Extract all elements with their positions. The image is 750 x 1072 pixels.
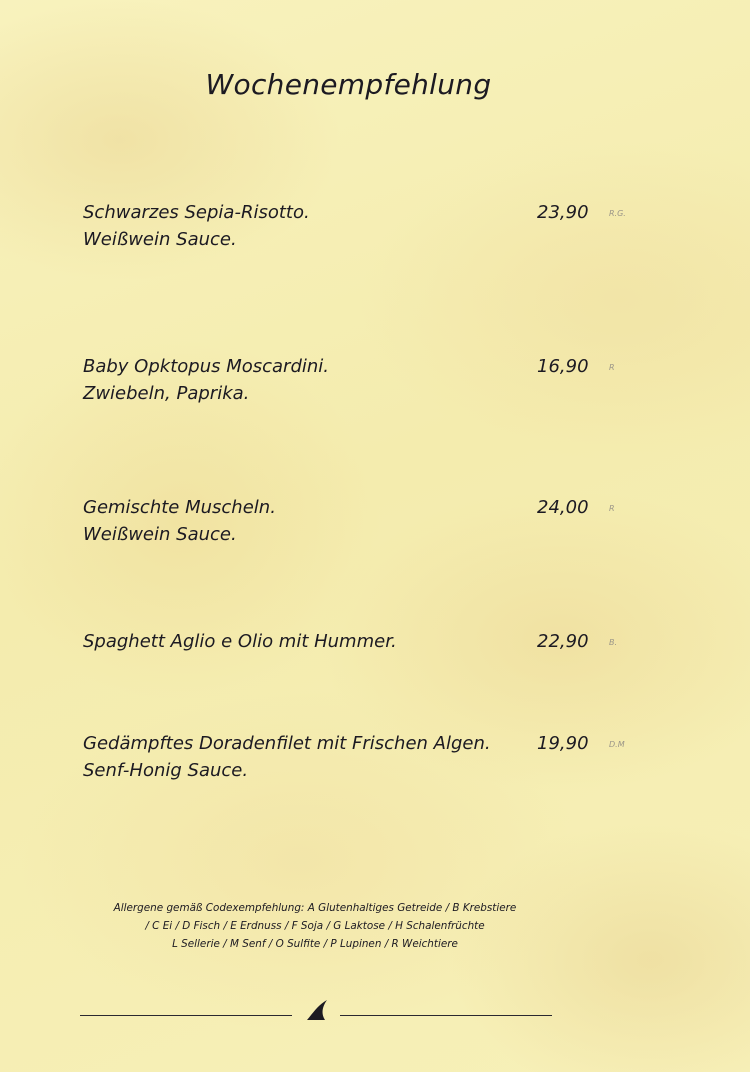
allergen-note-line: / C Ei / D Fisch / E Erdnuss / F Soja / G Laktose / H Schalenfrüchte	[145, 920, 485, 932]
allergen-note-line: L Sellerie / M Senf / O Sulfite / P Lupinen / R Weichtiere	[172, 938, 458, 950]
dish-name: Gedämpftes Doradenfilet mit Frischen Algen.	[83, 733, 491, 754]
dish-allergen-codes: B.	[609, 638, 618, 647]
footer-divider-left	[80, 1015, 292, 1016]
dish-name: Gemischte Muscheln.	[83, 497, 276, 518]
page-title: Wochenempfehlung	[205, 68, 492, 101]
dish-description: Weißwein Sauce.	[83, 524, 237, 545]
dish-name: Spaghett Aglio e Olio mit Hummer.	[83, 631, 397, 652]
dish-allergen-codes: R	[609, 504, 615, 513]
dish-price: 22,90	[537, 631, 589, 652]
footer-divider-right	[340, 1015, 552, 1016]
dish-price: 19,90	[537, 733, 589, 754]
menu-item-baby-octopus	[83, 356, 643, 404]
dish-name: Baby Opktopus Moscardini.	[83, 356, 330, 377]
dish-allergen-codes: R	[609, 363, 615, 372]
dish-allergen-codes: D.M	[609, 740, 625, 749]
menu-item-muscheln	[83, 497, 643, 545]
allergen-note	[90, 899, 540, 953]
menu-item-sepia-risotto	[83, 202, 643, 250]
menu-item-spaghetti-hummer	[83, 631, 643, 659]
shark-fin-icon	[304, 999, 330, 1021]
dish-name: Schwarzes Sepia-Risotto.	[83, 202, 310, 223]
dish-price: 24,00	[537, 497, 589, 518]
allergen-note-line: Allergene gemäß Codexempfehlung: A Glutenhaltiges Getreide / B Krebstiere	[113, 902, 517, 914]
dish-allergen-codes: R.G.	[609, 209, 626, 218]
dish-description: Senf-Honig Sauce.	[83, 760, 249, 781]
dish-price: 23,90	[537, 202, 589, 223]
dish-description: Zwiebeln, Paprika.	[83, 383, 250, 404]
dish-price: 16,90	[537, 356, 589, 377]
dish-description: Weißwein Sauce.	[83, 229, 237, 250]
menu-item-doradenfilet	[83, 733, 643, 781]
